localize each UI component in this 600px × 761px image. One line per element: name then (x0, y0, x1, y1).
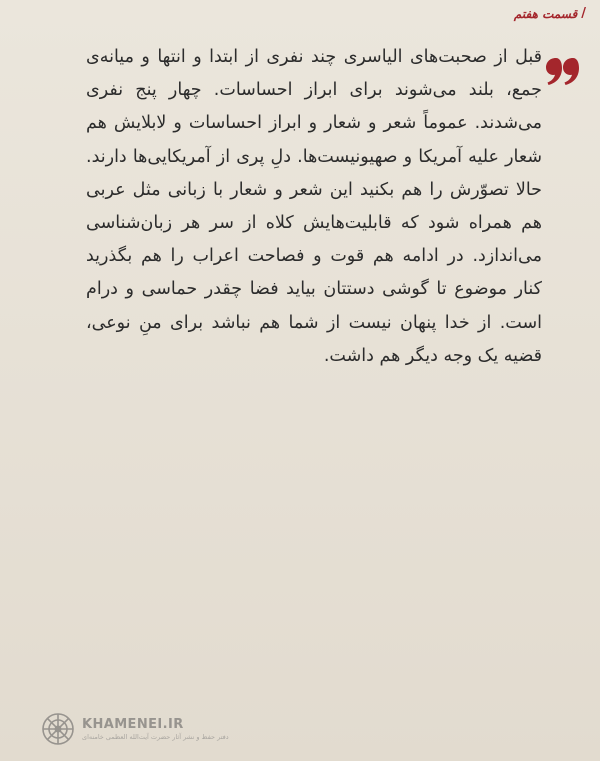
section-label: قسمت هفتم (513, 6, 578, 21)
quote-mark-left (546, 58, 562, 85)
quote-paragraph: قبل از صحبت‌های الیاسری چند نفری از ابتدا و انتها و میانه‌ی جمع، بلند می‌شوند برای ابراز احساسات. چهار پنج نفری می‌شدند. عموماً شعر و شعار و ابراز احساسات و لابلایش هم شعار علیه آمریکا و صهیونیست‌ها. دلِ پری از آمریکایی‌ها دارند. حالا تصوّرش را هم بکنید این شعر و شعار با زبانی مثل عربی هم همراه شود که قابلیت‌هایش کلاه از سر هر زبان‌شناسی می‌اندازد. در ادامه هم قوت و فصاحت اعراب را هم بگذرید کنار موضوع تا گوشی دستتان بیاید فضا چقدر حماسی و درام است. از خدا پنهان نیست از شما هم نباشد برای منِ نوعی، قضیه یک وجه دیگر هم داشت. (86, 47, 542, 366)
brand-caption: دفتر حفظ و نشر آثار حضرت آیت‌الله العظمی خامنه‌ای (82, 733, 229, 741)
section-header (514, 6, 586, 21)
header-slash: / (581, 6, 586, 21)
brand-name: KHAMENEI.IR (82, 717, 184, 732)
quote-mark-right (563, 58, 579, 85)
closing-quote-icon (544, 52, 582, 88)
footer-brand (40, 711, 229, 747)
khamenei-logo-icon (40, 711, 76, 747)
